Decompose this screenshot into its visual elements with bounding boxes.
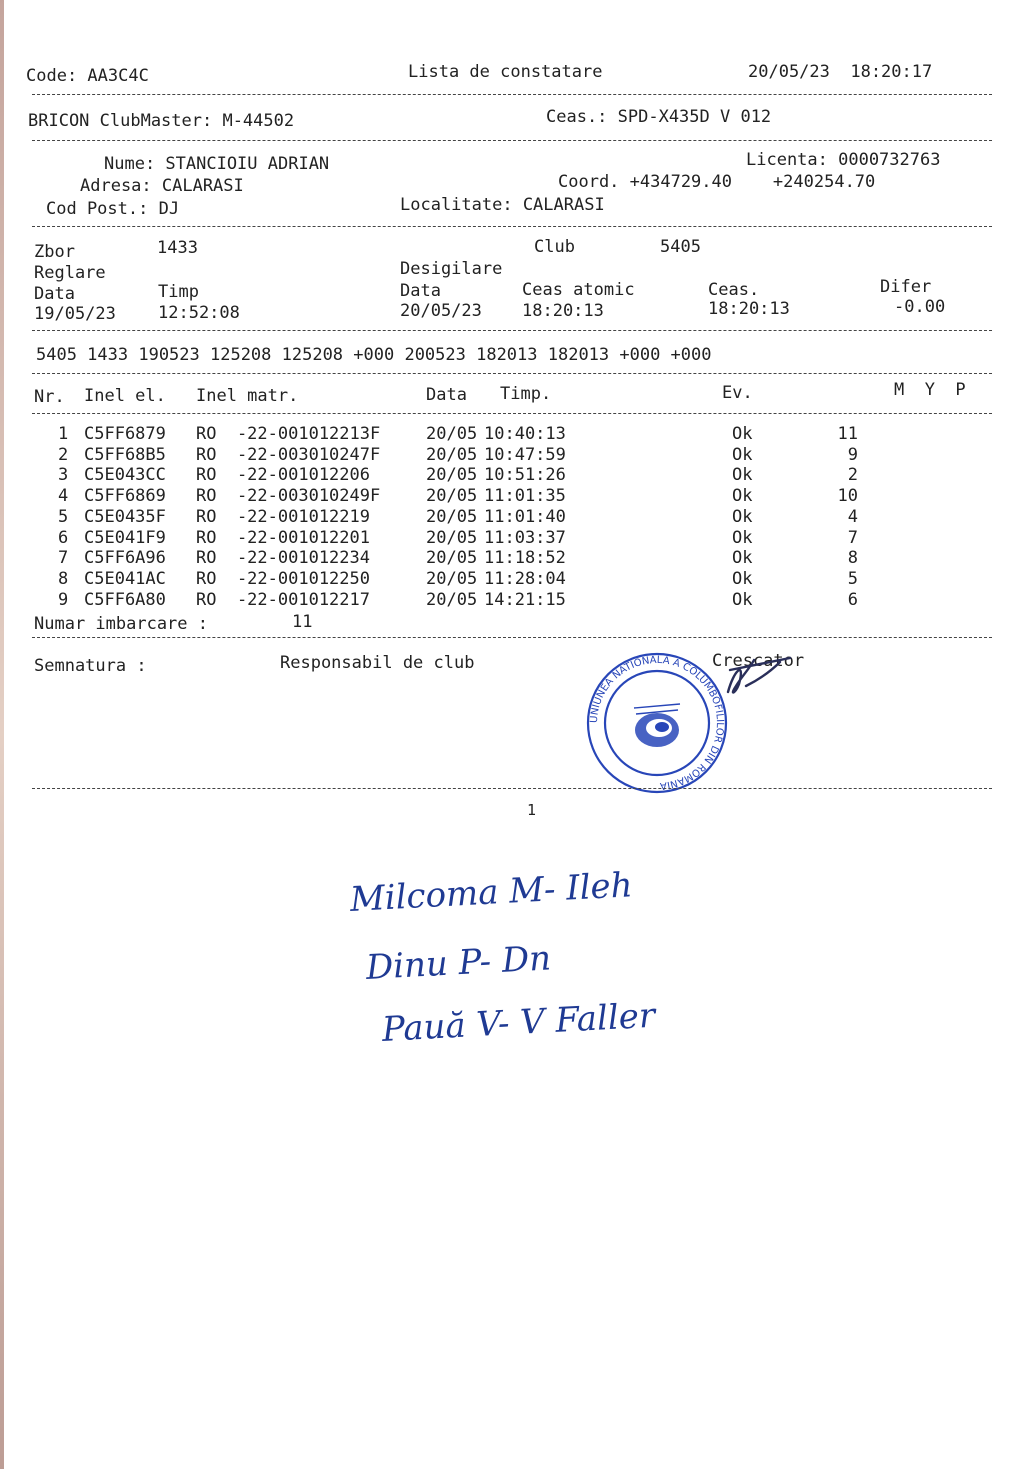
owner-address: Adresa: CALARASI [80,176,244,196]
cell-matr: RO -22-001012234 [196,548,370,569]
club-value: 5405 [660,237,701,257]
cell-date: 20/05 [426,424,478,444]
reglare-label: Reglare [34,263,106,283]
des-clock: 18:20:13 [708,299,790,319]
table-row [0,424,1024,445]
reg-data-label: Data [34,284,75,304]
cell-nr: 6 [58,527,69,548]
cell-time: 11:28:04 [484,568,566,589]
col-data: Data [426,385,467,405]
table-row [0,507,1024,528]
table-row [0,548,1024,569]
cell-ev: Ok [732,486,753,507]
divider [32,788,992,789]
table-row [0,569,1024,590]
cell-m: 2 [847,465,858,486]
zbor-label: Zbor [34,242,75,262]
cell-time: 11:18:52 [484,548,566,569]
cell-nr: 1 [58,424,69,444]
divider [32,637,992,638]
cell-ev: Ok [732,444,753,465]
cell-time: 10:40:13 [484,424,566,444]
cell-m: 6 [847,589,858,610]
cell-m: 4 [847,506,858,527]
doc-title: Lista de constatare [408,62,603,82]
cell-el: C5E0435F [84,506,166,527]
cell-date: 20/05 [426,548,478,569]
club-stamp [584,650,730,796]
cell-date: 20/05 [426,465,478,486]
cell-time: 11:01:40 [484,506,566,527]
col-inel-matr: Inel matr. [196,386,299,406]
doc-code: Code: AA3C4C [26,66,149,86]
cell-time: 14:21:15 [484,589,566,610]
handwritten-line-3: Pauă V- V Faller [380,995,657,1050]
ceas-label: Ceas. [708,280,760,300]
cell-ev: Ok [732,506,753,527]
des-atomic: 18:20:13 [522,301,604,321]
cell-el: C5FF6879 [84,424,166,444]
cell-matr: RO -22-001012219 [196,506,370,527]
page-number: 1 [527,801,537,819]
reg-timp-label: Timp [158,282,199,302]
handwritten-line-1: Milcoma M- Ileh [348,865,634,920]
cell-ev: Ok [732,424,753,444]
cell-nr: 5 [58,506,69,527]
stamp-text: UNIUNEA NATIONALA A COLUMBOFILILOR DIN ROMANIA [588,654,726,791]
cell-time: 10:47:59 [484,444,566,465]
cell-m: 5 [847,568,858,589]
reg-time: 12:52:08 [158,303,240,323]
scan-edge [0,0,4,1469]
boarding-label: Numar imbarcare : [34,614,208,634]
col-timp: Timp. [500,384,552,404]
club-label: Club [534,237,575,257]
breeder-label: Crescator [712,651,805,671]
responsible-label: Responsabil de club [280,653,475,673]
difer-value: -0.00 [894,297,946,317]
cell-m: 10 [837,486,858,507]
desigilare-label: Desigilare [400,259,503,279]
cell-m: 8 [847,548,858,569]
divider [32,413,992,414]
cell-ev: Ok [732,548,753,569]
handwritten-line-2: Dinu P- Dn [364,938,553,988]
cell-matr: RO -22-001012201 [196,527,370,548]
divider [32,94,992,95]
cell-el: C5E043CC [84,465,166,486]
cell-el: C5FF6869 [84,486,166,507]
cell-nr: 8 [58,568,69,589]
breeder-signature [710,650,820,710]
cell-date: 20/05 [426,589,478,610]
cell-matr: RO -22-001012213F [196,424,381,444]
cell-nr: 4 [58,486,69,507]
cell-el: C5FF6A80 [84,589,166,610]
cell-time: 11:03:37 [484,527,566,548]
clock-id: Ceas.: SPD-X435D V 012 [546,107,772,127]
cell-nr: 7 [58,548,69,569]
col-myp: M Y P [894,380,966,400]
cell-m: 9 [847,444,858,465]
cell-el: C5E041F9 [84,527,166,548]
boarding-value: 11 [292,612,313,632]
cell-matr: RO -22-003010247F [196,444,381,465]
cell-ev: Ok [732,589,753,610]
reg-date: 19/05/23 [34,304,116,324]
cell-nr: 3 [58,465,69,486]
cell-ev: Ok [732,568,753,589]
doc-datetime: 20/05/23 18:20:17 [748,62,933,82]
summary-line: 5405 1433 190523 125208 125208 +000 200523 182013 182013 +000 +000 [36,345,712,365]
divider [32,140,992,141]
des-data-label: Data [400,281,441,301]
difer-label: Difer [880,277,932,297]
cell-el: C5E041AC [84,568,166,589]
signature-label: Semnatura : [34,656,147,676]
cell-ev: Ok [732,527,753,548]
cell-m: 11 [837,424,858,444]
col-nr: Nr. [34,387,65,407]
cell-nr: 2 [58,444,69,465]
cell-el: C5FF68B5 [84,444,166,465]
table-row [0,486,1024,507]
owner-postal: Cod Post.: DJ [46,199,180,219]
owner-name: Nume: STANCIOIU ADRIAN [104,154,330,174]
cell-matr: RO -22-001012217 [196,589,370,610]
cell-matr: RO -22-003010249F [196,486,381,507]
cell-matr: RO -22-001012250 [196,568,370,589]
table-row [0,465,1024,486]
cell-nr: 9 [58,589,69,610]
owner-locality: Localitate: CALARASI [400,195,605,215]
table-row [0,528,1024,549]
owner-license: Licenta: 0000732763 [746,150,941,170]
cell-date: 20/05 [426,527,478,548]
des-date: 20/05/23 [400,301,482,321]
divider [32,330,992,331]
table-row [0,445,1024,466]
cell-matr: RO -22-001012206 [196,465,370,486]
divider [32,226,992,227]
table-row [0,590,1024,611]
ceas-atomic-label: Ceas atomic [522,280,635,300]
cell-date: 20/05 [426,506,478,527]
col-inel-el: Inel el. [84,386,166,406]
cell-m: 7 [847,527,858,548]
cell-date: 20/05 [426,486,478,507]
cell-el: C5FF6A96 [84,548,166,569]
cell-date: 20/05 [426,568,478,589]
club-master: BRICON ClubMaster: M-44502 [28,111,295,131]
cell-time: 10:51:26 [484,465,566,486]
cell-date: 20/05 [426,444,478,465]
cell-time: 11:01:35 [484,486,566,507]
zbor-value: 1433 [157,238,198,258]
divider [32,373,992,374]
cell-ev: Ok [732,465,753,486]
col-ev: Ev. [722,383,753,403]
owner-coords: Coord. +434729.40 +240254.70 [558,172,876,192]
